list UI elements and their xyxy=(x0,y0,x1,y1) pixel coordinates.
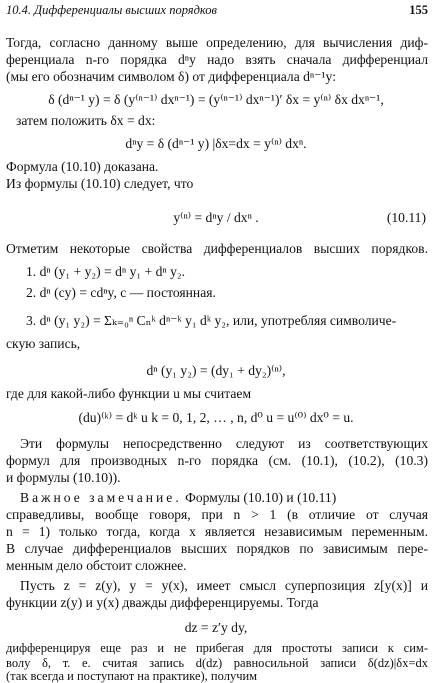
equation: δ (dⁿ⁻¹ y) = δ (y⁽ⁿ⁻¹⁾ dxⁿ⁻¹) = (y⁽ⁿ⁻¹⁾ dxⁿ⁻¹)′ δx = y⁽ⁿ⁾ δx dxⁿ⁻¹, xyxy=(48,92,384,107)
equation: dⁿy = δ (dⁿ⁻¹ y) |δx=dx = y⁽ⁿ⁾ dxⁿ. xyxy=(125,136,307,151)
paragraph-line: Пусть z = z(y), y = y(x), имеет смысл суперпозиция z[y(x)] и xyxy=(20,578,428,593)
section-title: 10.4. Дифференциалы высших порядков xyxy=(6,3,217,17)
equation-number: (10.11) xyxy=(386,210,426,225)
paragraph-line: менным дело обстоит сложнее. xyxy=(6,558,187,573)
list-item: 2. dⁿ (cy) = cdⁿy, c — постоянная. xyxy=(26,285,216,300)
paragraph-line: Из формулы (10.10) следует, что xyxy=(6,176,194,191)
paragraph-line: справедливы, вообще говоря, при n > 1 (в отличие от случая xyxy=(6,507,428,522)
paragraph-line: ференциала n-го порядка dⁿy надо взять сначала дифференциал xyxy=(6,52,428,67)
paragraph-line: Эти формулы непосредственно следуют из соответствующих xyxy=(20,436,428,451)
remark-heading xyxy=(20,490,336,506)
paragraph-line: скую запись, xyxy=(6,336,81,351)
remark-text: Формулы (10.10) и (10.11) xyxy=(185,490,337,505)
paragraph-line: Формула (10.10) доказана. xyxy=(6,159,159,174)
paragraph-line: функции z(y) и y(x) дважды дифференцируемы. Тогда xyxy=(6,595,319,610)
paragraph-line: (мы его обозначим символом δ) от дифференциала dⁿ⁻¹y: xyxy=(6,69,337,84)
paragraph-line: формул для производных n-го порядка (см. (10.1), (10.2), (10.3) xyxy=(6,453,428,468)
equation: (du)⁽ᵏ⁾ = dᵏ u k = 0, 1, 2, … , n, d⁰ u = u⁽⁰⁾ dx⁰ = u. xyxy=(78,410,354,425)
paragraph-line: n = 1) только тогда, когда x является независимым переменным. xyxy=(6,524,428,539)
page-header xyxy=(6,3,428,19)
equation: dz = z′y dy, xyxy=(184,620,248,635)
page-number: 155 xyxy=(409,3,428,17)
paragraph-line: (так всегда и поступают на практике), получим xyxy=(6,669,258,683)
paragraph-line: и формулы (10.10)). xyxy=(6,470,121,485)
paragraph-line: дифференцируя еще раз и не прибегая для простоты записи к сим- xyxy=(6,641,428,655)
equation: dⁿ (y₁ y₂) = (dy₁ + dy₂)⁽ⁿ⁾, xyxy=(146,363,286,378)
paragraph-line: волу δ, т. е. считая запись d(dz) равносильной записи δ(dz)|δx=dx xyxy=(6,656,428,670)
list-item: 1. dⁿ (y₁ + y₂) = dⁿ y₁ + dⁿ y₂. xyxy=(26,264,186,279)
paragraph-line: где для какой-либо функции u мы считаем xyxy=(6,386,252,401)
paragraph-line: Тогда, согласно данному выше определению, для вычисления диф- xyxy=(6,35,428,50)
list-item: 3. dⁿ (y₁ y₂) = Σₖ₌₀ⁿ Cₙᵏ dⁿ⁻ᵏ y₁ dᵏ y₂, или, употребляя символиче- xyxy=(26,313,397,328)
remark-label: Важное замечание. xyxy=(20,490,182,505)
equation: y⁽ⁿ⁾ = dⁿy / dxⁿ . xyxy=(173,210,259,225)
paragraph-line: В случае дифференциалов высших порядков по зависимым пере- xyxy=(6,541,428,556)
paragraph-line: затем положить δx = dx: xyxy=(16,113,156,128)
paragraph-line: Отметим некоторые свойства дифференциалов высших порядков. xyxy=(6,241,428,256)
